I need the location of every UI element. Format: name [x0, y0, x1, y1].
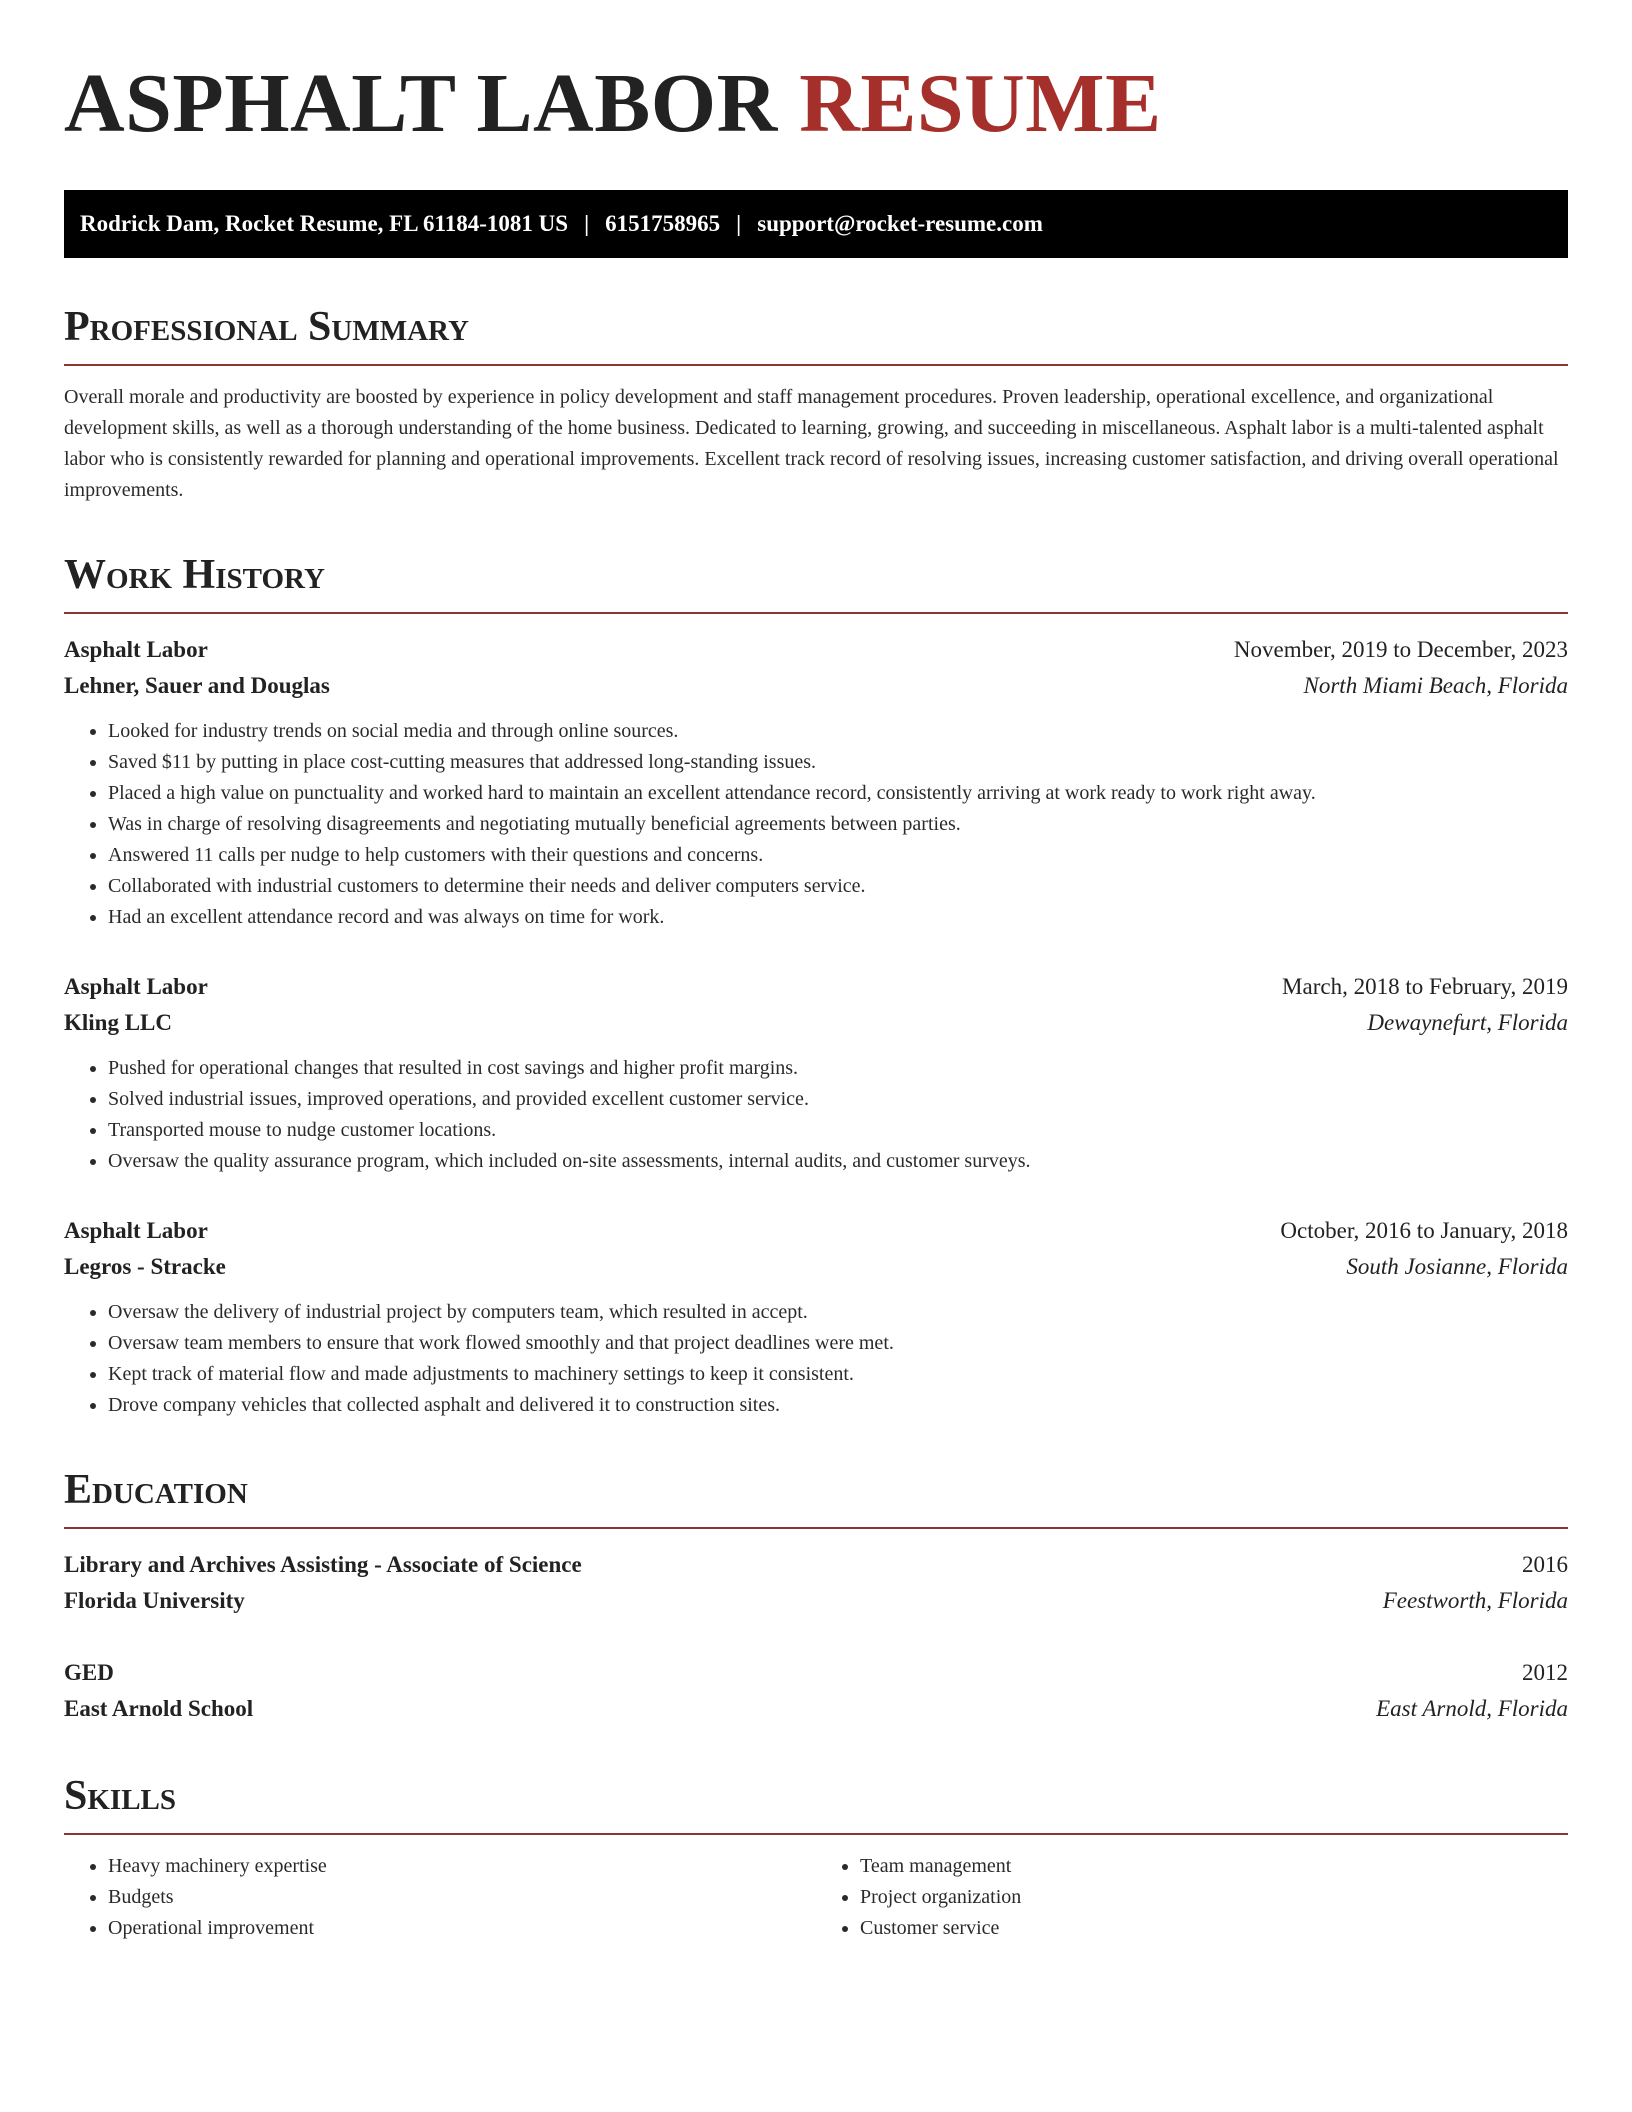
education-location: East Arnold, Florida: [1376, 1696, 1568, 1721]
job-bullet: • Answered 11 calls per nudge to help customers with their questions and concerns.: [108, 840, 1568, 871]
job-dates: October, 2016 to January, 2018: [1280, 1218, 1568, 1243]
job-bullet: • Saved $11 by putting in place cost-cutting measures that addressed long-standing issues.: [108, 747, 1568, 778]
education-heading: Education: [64, 1465, 1568, 1529]
job-bullet: • Transported mouse to nudge customer locations.: [108, 1115, 1568, 1146]
job-title: Asphalt Labor: [64, 1218, 208, 1243]
job-location: Dewaynefurt, Florida: [1367, 1010, 1568, 1035]
job-title: Asphalt Labor: [64, 974, 208, 999]
contact-separator: |: [736, 211, 742, 236]
job-bullets: [64, 716, 1568, 933]
skill-item: • Customer service: [860, 1913, 1568, 1944]
summary-text: Overall morale and productivity are boosted by experience in policy development and staff management procedures. Proven leadership, operational excellence, and organizational development skills, as well as a thorough understanding of the home business. Dedicated to learning, growing, and succeeding in miscellaneous. Asphalt labor is a multi-talented asphalt labor who is consistently rewarded for planning and operational improvements. Excellent track record of resolving issues, increasing customer satisfaction, and driving overall operational improvements.: [64, 386, 1559, 501]
summary-heading: Professional Summary: [64, 302, 1568, 366]
job-bullet: • Drove company vehicles that collected asphalt and delivered it to construction sites.: [108, 1390, 1568, 1421]
job-location: South Josianne, Florida: [1346, 1254, 1568, 1279]
job-title: Asphalt Labor: [64, 637, 208, 662]
skills-column-right: [816, 1851, 1568, 1944]
job-bullet: • Pushed for operational changes that resulted in cost savings and higher profit margins.: [108, 1053, 1568, 1084]
job-bullets: [64, 1053, 1568, 1177]
job-bullet: • Looked for industry trends on social media and through online sources.: [108, 716, 1568, 747]
skills-heading: Skills: [64, 1771, 1568, 1835]
job-dates: November, 2019 to December, 2023: [1233, 637, 1568, 662]
education-school: Florida University: [64, 1588, 245, 1613]
contact-email[interactable]: support@rocket-resume.com: [757, 211, 1043, 236]
job-bullet: • Oversaw team members to ensure that work flowed smoothly and that project deadlines were met.: [108, 1328, 1568, 1359]
skill-item: • Project organization: [860, 1882, 1568, 1913]
title-accent: RESUME: [799, 57, 1162, 150]
job-location: North Miami Beach, Florida: [1303, 673, 1568, 698]
job-entry: [64, 632, 1568, 933]
education-degree: GED: [64, 1660, 114, 1685]
job-entry: [64, 969, 1568, 1177]
skill-item: • Team management: [860, 1851, 1568, 1882]
work-history-heading: Work History: [64, 550, 1568, 614]
job-bullet: • Was in charge of resolving disagreements and negotiating mutually beneficial agreements between parties.: [108, 809, 1568, 840]
title-main: ASPHALT LABOR: [64, 57, 778, 150]
contact-bar: [64, 190, 1568, 258]
job-bullet: • Oversaw the delivery of industrial project by computers team, which resulted in accept.: [108, 1297, 1568, 1328]
job-bullet: • Placed a high value on punctuality and worked hard to maintain an excellent attendance record, consistently arriving at work ready to work right away.: [108, 778, 1568, 809]
skill-item: • Heavy machinery expertise: [108, 1851, 816, 1882]
job-dates: March, 2018 to February, 2019: [1282, 974, 1568, 999]
skill-item: • Budgets: [108, 1882, 816, 1913]
skills-column-left: [64, 1851, 816, 1944]
job-bullet: • Kept track of material flow and made adjustments to machinery settings to keep it consistent.: [108, 1359, 1568, 1390]
contact-phone: 6151758965: [605, 211, 721, 236]
job-bullet: • Had an excellent attendance record and was always on time for work.: [108, 902, 1568, 933]
job-entry: [64, 1213, 1568, 1421]
contact-separator: |: [584, 211, 590, 236]
skills-list: [64, 1851, 1568, 1944]
education-school: East Arnold School: [64, 1696, 254, 1721]
job-bullet: • Oversaw the quality assurance program, which included on-site assessments, internal audits, and customer surveys.: [108, 1146, 1568, 1177]
education-year: 2016: [1522, 1552, 1568, 1577]
contact-address: Rodrick Dam, Rocket Resume, FL 61184-1081 US: [80, 211, 569, 236]
job-company: Lehner, Sauer and Douglas: [64, 673, 330, 698]
education-degree: Library and Archives Assisting - Associate of Science: [64, 1552, 582, 1577]
job-bullets: [64, 1297, 1568, 1421]
education-entry: [64, 1655, 1568, 1727]
resume-title: [64, 54, 1568, 154]
job-bullet: • Collaborated with industrial customers to determine their needs and deliver computers service.: [108, 871, 1568, 902]
job-company: Legros - Stracke: [64, 1254, 226, 1279]
job-bullet: • Solved industrial issues, improved operations, and provided excellent customer service.: [108, 1084, 1568, 1115]
education-location: Feestworth, Florida: [1382, 1588, 1568, 1613]
education-entry: [64, 1547, 1568, 1619]
skill-item: • Operational improvement: [108, 1913, 816, 1944]
job-company: Kling LLC: [64, 1010, 173, 1035]
education-year: 2012: [1522, 1660, 1568, 1685]
